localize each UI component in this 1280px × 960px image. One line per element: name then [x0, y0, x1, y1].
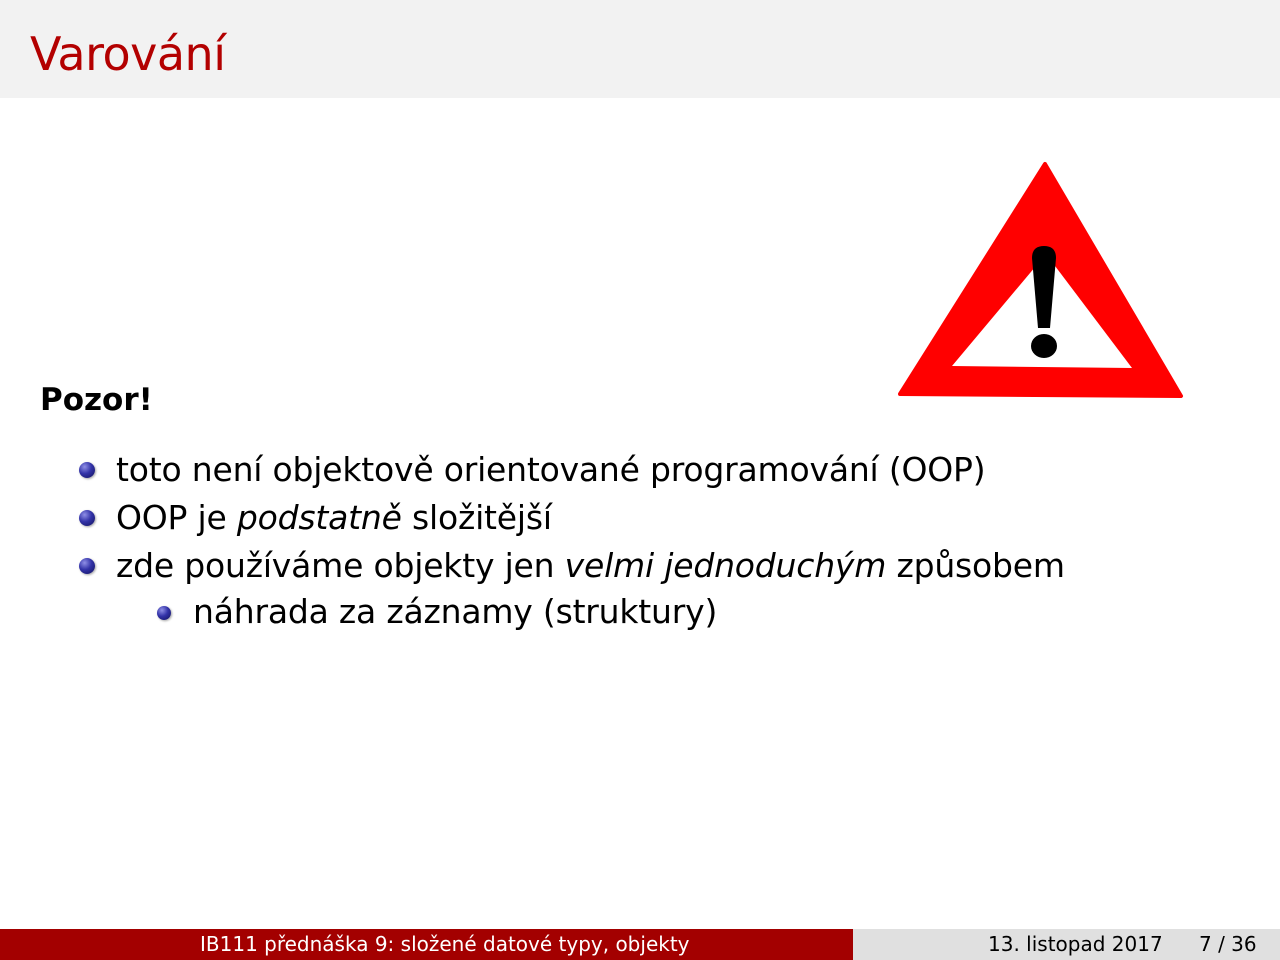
- bullet-text-before: zde používáme objekty jen: [116, 546, 565, 585]
- bullet-icon: [79, 462, 95, 478]
- bullet-text-before: OOP je: [116, 498, 237, 537]
- bullet-text-emphasis: podstatně: [236, 498, 402, 537]
- footer-date: 13. listopad 2017: [988, 932, 1163, 956]
- bullet-icon: [79, 558, 95, 574]
- bullet-text: [116, 448, 985, 492]
- block-title: Pozor!: [40, 382, 153, 418]
- bullet-text-plain: toto není objektově orientované programování (OOP): [116, 450, 986, 489]
- bullet-text: [116, 496, 552, 540]
- bullet-icon: [79, 510, 95, 526]
- sub-bullet-text: náhrada za záznamy (struktury): [193, 592, 718, 631]
- warning-triangle-icon: [896, 160, 1184, 400]
- footer-page-number: 7 / 36: [1199, 932, 1257, 956]
- footer-lecture-title: IB111 přednáška 9: složené datové typy, objekty: [200, 932, 690, 956]
- sub-bullet-icon: [157, 606, 171, 620]
- bullet-text: [116, 544, 1065, 588]
- bullet-text-emphasis: velmi jednoduchým: [564, 546, 887, 585]
- slide-title: Varování: [30, 27, 226, 81]
- exclamation-dot: [1031, 334, 1057, 358]
- bullet-text-after: složitější: [401, 498, 552, 537]
- bullet-text-after: způsobem: [886, 546, 1065, 585]
